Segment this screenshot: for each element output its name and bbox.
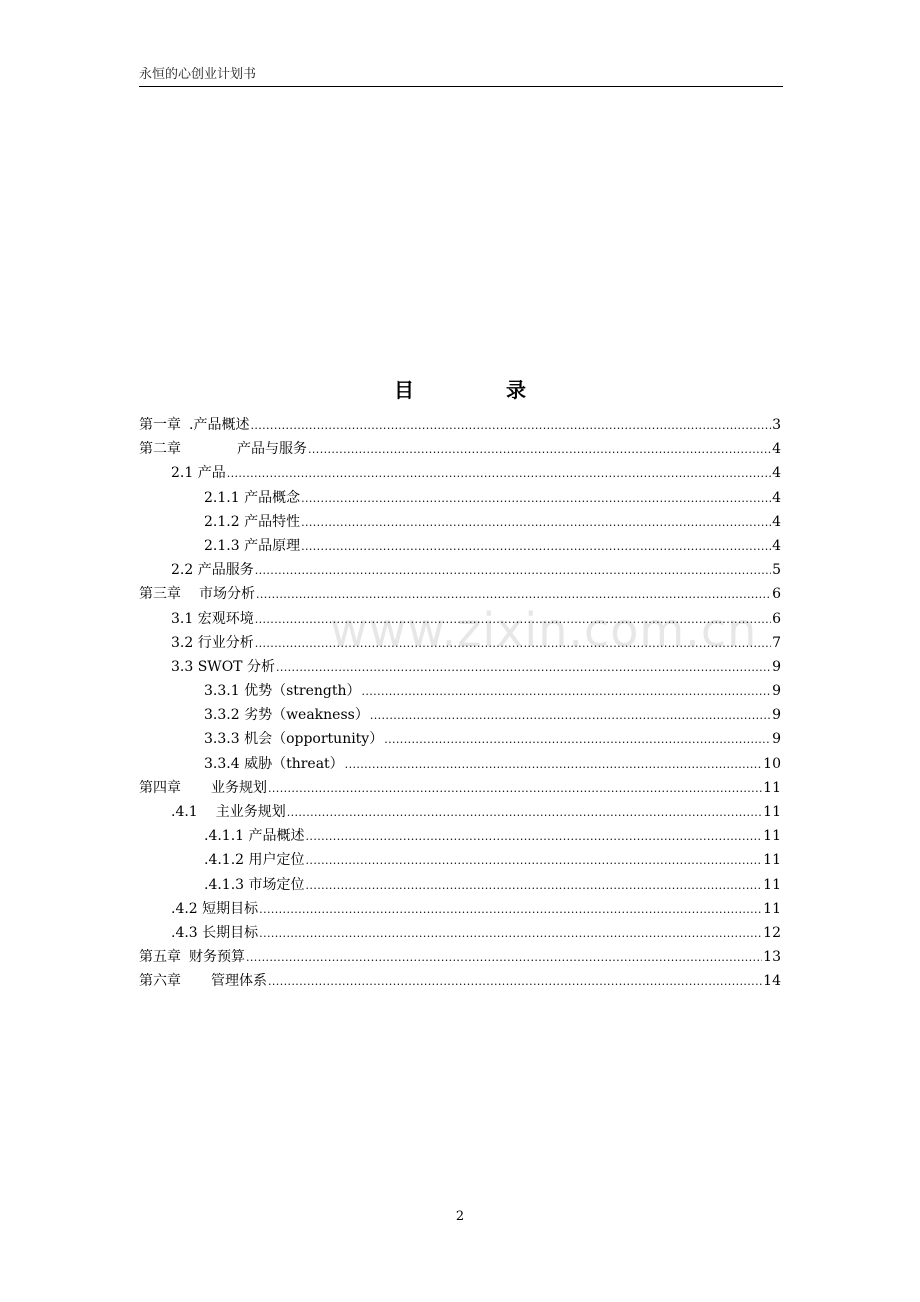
toc-page-number: 7	[772, 634, 781, 651]
toc-page-number: 11	[763, 852, 781, 869]
toc-entry-4-1-3[interactable]	[139, 873, 781, 897]
toc-entry-title: 市场分析	[199, 586, 255, 603]
toc-page-number: 11	[763, 876, 781, 893]
toc-page-number: 4	[772, 465, 781, 482]
toc-entry-title: 产品与服务	[237, 441, 307, 458]
toc-page-number: 6	[772, 586, 781, 603]
toc-section-number: .4.1	[171, 804, 198, 820]
toc-page-number: 6	[772, 610, 781, 627]
toc-entry-2-1-3[interactable]	[139, 534, 781, 558]
toc-entry-chapter-1[interactable]	[139, 413, 781, 437]
toc-leader-dots	[259, 898, 762, 922]
toc-page-number: 9	[772, 731, 781, 748]
page-header	[139, 66, 783, 87]
toc-entry-chapter-5[interactable]	[139, 945, 781, 969]
toc-entry-3-3[interactable]	[139, 655, 781, 679]
toc-entry-2-1[interactable]	[139, 461, 781, 485]
toc-entry-title: 2.2 产品服务	[171, 562, 254, 579]
toc-entry-2-1-1[interactable]	[139, 486, 781, 510]
toc-leader-dots	[384, 728, 771, 752]
toc-leader-dots	[255, 608, 771, 632]
toc-entry-4-3[interactable]	[139, 921, 781, 945]
toc-entry-title: 2.1.1 产品概念	[204, 489, 301, 506]
toc-leader-dots	[255, 632, 771, 656]
toc-chapter-label: 第四章	[139, 779, 181, 796]
header-title: 永恒的心创业计划书	[139, 67, 257, 82]
toc-entry-title: .4.3 长期目标	[171, 924, 259, 941]
toc-leader-dots	[361, 680, 771, 704]
toc-heading	[0, 376, 920, 404]
toc-entry-title: 主业务规划	[215, 804, 286, 820]
toc-entry-title: 财务预算	[189, 949, 245, 966]
toc-entry-title: .产品概述	[189, 417, 250, 433]
toc-entry-3-1[interactable]	[139, 607, 781, 631]
toc-page-number: 11	[763, 804, 781, 820]
toc-entry-chapter-2[interactable]	[139, 437, 781, 461]
toc-leader-dots	[287, 801, 762, 825]
toc-leader-dots	[256, 583, 771, 607]
toc-entry-3-3-2[interactable]	[139, 703, 781, 727]
toc-leader-dots	[250, 414, 771, 438]
toc-leader-dots	[306, 874, 763, 898]
toc-leader-dots	[301, 511, 771, 535]
toc-page-number: 5	[772, 562, 781, 579]
toc-entry-2-1-2[interactable]	[139, 510, 781, 534]
toc-leader-dots	[246, 946, 762, 970]
toc-entry-title: .4.1.3 市场定位	[204, 876, 305, 893]
toc-leader-dots	[345, 753, 763, 777]
toc-entry-title: 3.3.4 威胁（threat）	[204, 755, 344, 772]
toc-leader-dots	[370, 704, 771, 728]
toc-entry-title: 2.1.2 产品特性	[204, 513, 301, 530]
toc-entry-4-1[interactable]	[139, 800, 781, 824]
toc-leader-dots	[308, 438, 771, 462]
toc-chapter-label: 第二章	[139, 441, 181, 458]
toc-entry-title: 管理体系	[211, 973, 267, 990]
toc-entry-title: 3.3.3 机会（opportunity）	[204, 731, 384, 748]
toc-leader-dots	[227, 462, 771, 486]
toc-page-number: 4	[772, 537, 781, 554]
watermark: www.zixin.com.cn	[330, 603, 758, 657]
toc-entry-4-1-1[interactable]	[139, 824, 781, 848]
toc-entry-title: 3.3.1 优势（strength）	[204, 683, 361, 700]
toc-page-number: 12	[763, 924, 781, 941]
toc-heading-right: 录	[506, 378, 526, 402]
toc-page-number: 4	[772, 441, 781, 458]
toc-entry-title: 业务规划	[211, 779, 267, 796]
toc-chapter-label: 第三章	[139, 586, 181, 603]
toc-entry-4-2[interactable]	[139, 897, 781, 921]
toc-entry-title: .4.2 短期目标	[171, 900, 259, 917]
table-of-contents	[139, 413, 781, 994]
toc-leader-dots	[268, 970, 762, 994]
toc-leader-dots	[306, 849, 763, 873]
toc-entry-3-3-1[interactable]	[139, 679, 781, 703]
toc-page-number: 3	[772, 417, 781, 433]
toc-entry-3-3-3[interactable]	[139, 727, 781, 751]
toc-entry-title: .4.1.2 用户定位	[204, 852, 305, 869]
toc-entry-title: 3.1 宏观环境	[171, 610, 254, 627]
toc-page-number: 11	[763, 900, 781, 917]
toc-entry-chapter-4[interactable]	[139, 776, 781, 800]
toc-page-number: 9	[772, 707, 781, 724]
toc-entry-title: 3.3 SWOT 分析	[171, 658, 275, 675]
toc-page-number: 11	[763, 779, 781, 796]
toc-entry-title: .4.1.1 产品概述	[204, 828, 305, 845]
toc-page-number: 13	[763, 949, 781, 966]
toc-chapter-label: 第五章	[139, 949, 181, 966]
toc-entry-title: 3.2 行业分析	[171, 634, 254, 651]
toc-leader-dots	[255, 559, 771, 583]
toc-entry-chapter-6[interactable]	[139, 969, 781, 993]
toc-entry-title: 2.1.3 产品原理	[204, 537, 301, 554]
page-number: 2	[455, 1209, 465, 1224]
toc-leader-dots	[276, 656, 771, 680]
toc-entry-3-2[interactable]	[139, 631, 781, 655]
toc-leader-dots	[268, 777, 762, 801]
toc-chapter-label: 第一章	[139, 417, 181, 433]
toc-page-number: 4	[772, 513, 781, 530]
toc-entry-title: 2.1 产品	[171, 465, 226, 482]
toc-page-number: 14	[763, 973, 781, 990]
toc-page-number: 10	[763, 755, 781, 772]
toc-leader-dots	[301, 535, 771, 559]
toc-entry-3-3-4[interactable]	[139, 752, 781, 776]
toc-chapter-label: 第六章	[139, 973, 181, 990]
toc-entry-4-1-2[interactable]	[139, 848, 781, 872]
toc-page-number: 11	[763, 828, 781, 845]
toc-leader-dots	[306, 825, 763, 849]
toc-page-number: 4	[772, 489, 781, 506]
toc-entry-title: 3.3.2 劣势（weakness）	[204, 707, 369, 724]
toc-leader-dots	[259, 922, 762, 946]
toc-page-number: 9	[772, 683, 781, 700]
toc-leader-dots	[301, 487, 771, 511]
toc-page-number: 9	[772, 658, 781, 675]
toc-heading-left: 目	[394, 378, 414, 402]
toc-entry-chapter-3[interactable]	[139, 582, 781, 606]
toc-entry-2-2[interactable]	[139, 558, 781, 582]
